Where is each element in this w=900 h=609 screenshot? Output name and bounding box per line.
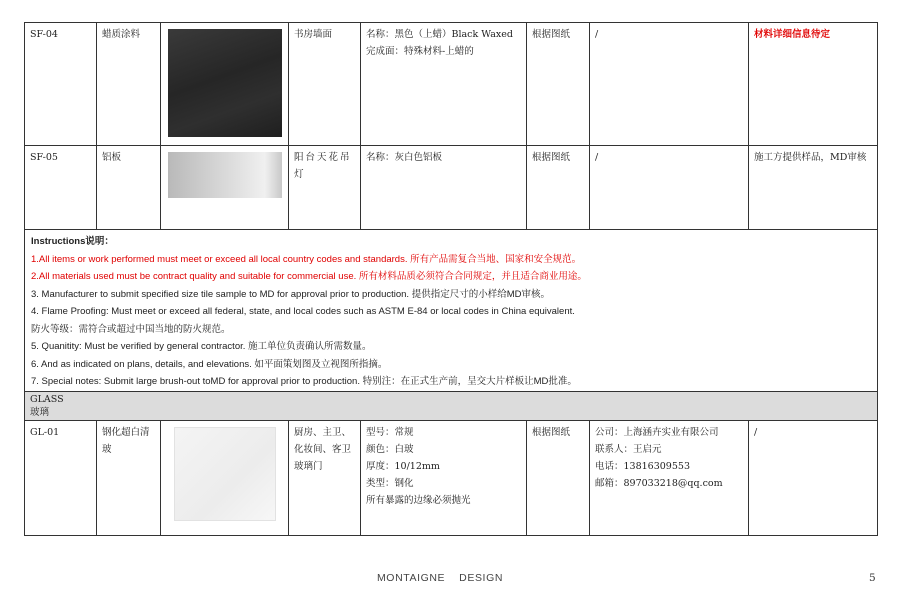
instruction-item: 防火等级：需符合或超过中国当地的防火规范。 [31,323,231,335]
table-row [25,23,878,146]
brand-name: MONTAIGNE [376,572,446,584]
material-name: 蜡质涂料 [97,23,161,146]
instructions-title: Instructions说明： [31,236,114,247]
supplier [590,420,749,535]
section-title-cn: 玻璃 [30,406,50,418]
instructions-block [25,230,878,392]
instruction-item: 4. Flame Proofing: Must meet or exceed all federal, state, and local codes such as ASTM E-84 or local codes in China equivalent. [31,306,575,317]
sample-image-cell [161,420,289,535]
table-row [25,146,878,230]
section-header [25,391,878,420]
spec-line: 名称：灰白色铝板 [366,152,443,163]
schedule-table [24,22,878,536]
material-name: 铝板 [97,146,161,230]
section-title-en: GLASS [30,393,64,405]
glass-sample-image [174,427,276,521]
remarks: 施工方提供样品，MD审核 [749,146,878,230]
supplier: / [590,146,749,230]
location: 书房墙面 [289,23,361,146]
specification [361,23,527,146]
spec-line: 厚度：10/12mm [366,460,440,472]
page-number: 5 [869,572,876,584]
supplier-email: 邮箱：897033218@qq.com [595,477,723,489]
location: 厨房、主卫、化妆间、客卫玻璃门 [289,420,361,535]
remarks: 材料详细信息待定 [749,23,878,146]
item-code: SF-04 [25,23,97,146]
section-header-row [25,391,878,420]
instruction-item: 1.All items or work performed must meet or exceed all local country codes and standards. 所有产品需复合当地、国家和安全规范。 [31,253,582,265]
specification [361,420,527,535]
instruction-item: 7. Special notes: Submit large brush-out toMD for approval prior to production. 特别注：在正式生产前，呈交大片样板让MD批准。 [31,376,577,387]
spec-line: 所有暴露的边缘必须抛光 [366,494,471,506]
table-row [25,420,878,535]
drawing-reference: 根据图纸 [527,146,590,230]
supplier-company: 公司：上海涵卉实业有限公司 [595,426,719,438]
spec-line: 名称：黑色（上蜡）Black Waxed [366,29,513,40]
aluminum-sample-image [168,152,282,198]
instruction-item: 6. And as indicated on plans, details, and elevations. 如平面策划图及立视图所指摘。 [31,358,388,370]
material-name: 钢化超白清玻 [97,420,161,535]
location: 阳台天花吊灯 [289,146,361,230]
spec-line: 完成面：特殊材料-上蜡的 [366,46,474,57]
supplier: / [590,23,749,146]
spec-line: 类型：钢化 [366,477,414,489]
instruction-item: 2.All materials used must be contract quality and suitable for commercial use. 所有材料品质必须符合合同规定，并且适合商业用途。 [31,271,587,282]
spec-line: 型号：常规 [366,426,414,438]
supplier-phone: 电话：13816309553 [595,460,690,472]
sample-image-cell [161,23,289,146]
instructions-row [25,230,878,392]
instruction-item: 3. Manufacturer to submit specified size tile sample to MD for approval prior to production. 提供指定尺寸的小样给MD审核。 [31,288,550,300]
instruction-item: 5. Quanitity: Must be verified by general contractor. 施工单位负责确认所需数量。 [31,341,372,352]
specification [361,146,527,230]
spec-line: 颜色：白玻 [366,443,414,455]
supplier-contact: 联系人：王启元 [595,443,662,455]
footer-brand [0,572,880,584]
item-code: SF-05 [25,146,97,230]
drawing-reference: 根据图纸 [527,23,590,146]
item-code: GL-01 [25,420,97,535]
brand-suffix: DESIGN [459,572,504,584]
black-waxed-sample-image [168,29,282,137]
drawing-reference: 根据图纸 [527,420,590,535]
remarks: / [749,420,878,535]
sample-image-cell [161,146,289,230]
material-schedule [24,22,877,536]
